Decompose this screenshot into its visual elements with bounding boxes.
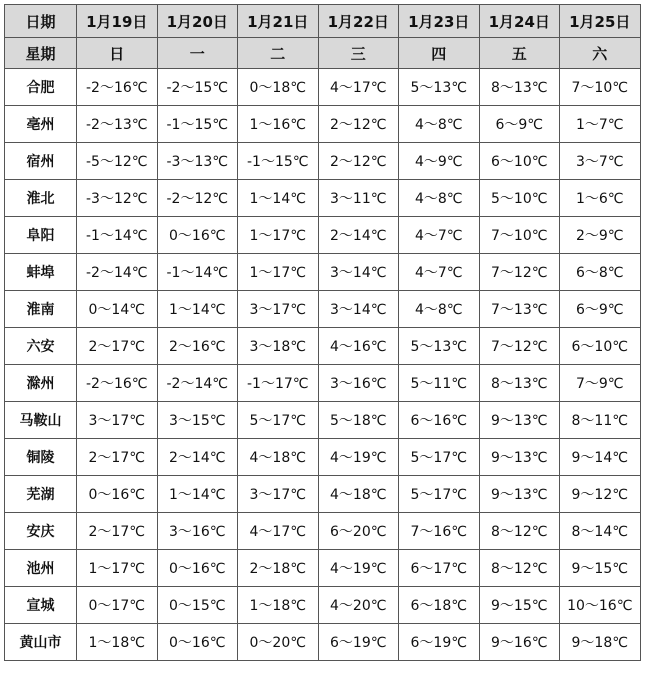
city-name-cell: 合肥 bbox=[5, 69, 77, 106]
temperature-range-cell: 9～18℃ bbox=[560, 624, 641, 661]
temperature-range-cell: 7～16℃ bbox=[399, 513, 480, 550]
temperature-range-cell: 6～16℃ bbox=[399, 402, 480, 439]
weekday-cell: 五 bbox=[479, 38, 560, 69]
temperature-range-cell: 1～17℃ bbox=[238, 254, 319, 291]
temperature-range-cell: 0～16℃ bbox=[157, 624, 238, 661]
temperature-range-cell: -1～14℃ bbox=[77, 217, 158, 254]
forecast-body bbox=[5, 69, 641, 661]
temperature-range-cell: 9～13℃ bbox=[479, 439, 560, 476]
table-row bbox=[5, 143, 641, 180]
temperature-range-cell: 6～8℃ bbox=[560, 254, 641, 291]
temperature-range-cell: 10～16℃ bbox=[560, 587, 641, 624]
temperature-range-cell: 3～17℃ bbox=[77, 402, 158, 439]
weekday-header-row bbox=[5, 38, 641, 69]
temperature-range-cell: 4～17℃ bbox=[238, 513, 319, 550]
temperature-range-cell: 1～17℃ bbox=[238, 217, 319, 254]
weekday-cell: 三 bbox=[318, 38, 399, 69]
temperature-range-cell: 9～13℃ bbox=[479, 476, 560, 513]
temperature-range-cell: 2～17℃ bbox=[77, 439, 158, 476]
table-row bbox=[5, 365, 641, 402]
temperature-range-cell: 4～19℃ bbox=[318, 439, 399, 476]
temperature-range-cell: 8～13℃ bbox=[479, 365, 560, 402]
temperature-range-cell: 2～14℃ bbox=[318, 217, 399, 254]
temperature-range-cell: 4～7℃ bbox=[399, 254, 480, 291]
temperature-range-cell: 9～15℃ bbox=[560, 550, 641, 587]
temperature-range-cell: 0～17℃ bbox=[77, 587, 158, 624]
temperature-range-cell: 3～18℃ bbox=[238, 328, 319, 365]
temperature-range-cell: 5～13℃ bbox=[399, 69, 480, 106]
temperature-range-cell: -5～12℃ bbox=[77, 143, 158, 180]
weekday-cell: 六 bbox=[560, 38, 641, 69]
temperature-range-cell: 5～18℃ bbox=[318, 402, 399, 439]
temperature-range-cell: -2～14℃ bbox=[157, 365, 238, 402]
temperature-range-cell: 6～10℃ bbox=[479, 143, 560, 180]
temperature-range-cell: -2～14℃ bbox=[77, 254, 158, 291]
date-cell: 1月24日 bbox=[479, 5, 560, 38]
table-row bbox=[5, 513, 641, 550]
temperature-range-cell: 4～7℃ bbox=[399, 217, 480, 254]
temperature-range-cell: 9～15℃ bbox=[479, 587, 560, 624]
table-row bbox=[5, 106, 641, 143]
temperature-range-cell: 4～17℃ bbox=[318, 69, 399, 106]
table-row bbox=[5, 587, 641, 624]
temperature-range-cell: 1～18℃ bbox=[238, 587, 319, 624]
date-header-row bbox=[5, 5, 641, 38]
table-row bbox=[5, 217, 641, 254]
weekday-cell: 二 bbox=[238, 38, 319, 69]
weekday-cell: 四 bbox=[399, 38, 480, 69]
temperature-range-cell: 8～12℃ bbox=[479, 550, 560, 587]
temperature-range-cell: 4～9℃ bbox=[399, 143, 480, 180]
temperature-range-cell: 7～12℃ bbox=[479, 328, 560, 365]
temperature-range-cell: 2～12℃ bbox=[318, 143, 399, 180]
temperature-range-cell: 3～17℃ bbox=[238, 291, 319, 328]
city-name-cell: 铜陵 bbox=[5, 439, 77, 476]
date-cell: 1月19日 bbox=[77, 5, 158, 38]
temperature-range-cell: 4～8℃ bbox=[399, 180, 480, 217]
date-cell: 1月23日 bbox=[399, 5, 480, 38]
table-row bbox=[5, 254, 641, 291]
table-row bbox=[5, 439, 641, 476]
temperature-range-cell: 1～7℃ bbox=[560, 106, 641, 143]
date-cell: 1月25日 bbox=[560, 5, 641, 38]
temperature-range-cell: 8～14℃ bbox=[560, 513, 641, 550]
temperature-range-cell: 2～18℃ bbox=[238, 550, 319, 587]
temperature-range-cell: 2～17℃ bbox=[77, 328, 158, 365]
table-row bbox=[5, 291, 641, 328]
temperature-range-cell: 6～17℃ bbox=[399, 550, 480, 587]
temperature-range-cell: 6～19℃ bbox=[399, 624, 480, 661]
table-row bbox=[5, 402, 641, 439]
city-name-cell: 安庆 bbox=[5, 513, 77, 550]
temperature-range-cell: 6～9℃ bbox=[479, 106, 560, 143]
temperature-range-cell: 8～13℃ bbox=[479, 69, 560, 106]
temperature-range-cell: 3～14℃ bbox=[318, 254, 399, 291]
temperature-range-cell: 3～17℃ bbox=[238, 476, 319, 513]
temperature-range-cell: 6～9℃ bbox=[560, 291, 641, 328]
city-name-cell: 蚌埠 bbox=[5, 254, 77, 291]
temperature-range-cell: 6～18℃ bbox=[399, 587, 480, 624]
temperature-range-cell: -2～16℃ bbox=[77, 69, 158, 106]
city-name-cell: 宿州 bbox=[5, 143, 77, 180]
temperature-range-cell: 2～16℃ bbox=[157, 328, 238, 365]
temperature-range-cell: -2～15℃ bbox=[157, 69, 238, 106]
city-name-cell: 淮南 bbox=[5, 291, 77, 328]
temperature-range-cell: 6～20℃ bbox=[318, 513, 399, 550]
temperature-range-cell: 4～18℃ bbox=[238, 439, 319, 476]
city-name-cell: 阜阳 bbox=[5, 217, 77, 254]
temperature-range-cell: 0～20℃ bbox=[238, 624, 319, 661]
city-name-cell: 宣城 bbox=[5, 587, 77, 624]
temperature-range-cell: 9～14℃ bbox=[560, 439, 641, 476]
weekday-cell: 日 bbox=[77, 38, 158, 69]
temperature-range-cell: 9～13℃ bbox=[479, 402, 560, 439]
temperature-range-cell: 1～14℃ bbox=[157, 476, 238, 513]
temperature-range-cell: -2～16℃ bbox=[77, 365, 158, 402]
temperature-range-cell: 1～18℃ bbox=[77, 624, 158, 661]
city-name-cell: 六安 bbox=[5, 328, 77, 365]
temperature-range-cell: 6～19℃ bbox=[318, 624, 399, 661]
temperature-range-cell: 5～17℃ bbox=[399, 476, 480, 513]
temperature-range-cell: -2～12℃ bbox=[157, 180, 238, 217]
temperature-range-cell: 9～16℃ bbox=[479, 624, 560, 661]
temperature-range-cell: 7～12℃ bbox=[479, 254, 560, 291]
date-label-cell: 日期 bbox=[5, 5, 77, 38]
temperature-range-cell: 3～14℃ bbox=[318, 291, 399, 328]
temperature-range-cell: 1～16℃ bbox=[238, 106, 319, 143]
temperature-range-cell: 6～10℃ bbox=[560, 328, 641, 365]
temperature-range-cell: 0～16℃ bbox=[157, 550, 238, 587]
temperature-range-cell: 5～17℃ bbox=[238, 402, 319, 439]
table-row bbox=[5, 624, 641, 661]
temperature-range-cell: -3～13℃ bbox=[157, 143, 238, 180]
table-row bbox=[5, 550, 641, 587]
temperature-range-cell: 5～10℃ bbox=[479, 180, 560, 217]
city-name-cell: 黄山市 bbox=[5, 624, 77, 661]
temperature-range-cell: -3～12℃ bbox=[77, 180, 158, 217]
temperature-range-cell: -1～15℃ bbox=[157, 106, 238, 143]
city-name-cell: 池州 bbox=[5, 550, 77, 587]
temperature-range-cell: 4～19℃ bbox=[318, 550, 399, 587]
temperature-range-cell: 1～14℃ bbox=[238, 180, 319, 217]
city-name-cell: 亳州 bbox=[5, 106, 77, 143]
temperature-range-cell: 5～13℃ bbox=[399, 328, 480, 365]
temperature-range-cell: 4～8℃ bbox=[399, 291, 480, 328]
temperature-range-cell: 7～10℃ bbox=[560, 69, 641, 106]
temperature-range-cell: -2～13℃ bbox=[77, 106, 158, 143]
date-cell: 1月21日 bbox=[238, 5, 319, 38]
temperature-range-cell: 0～16℃ bbox=[77, 476, 158, 513]
forecast-table-container bbox=[4, 4, 641, 661]
temperature-range-cell: 3～7℃ bbox=[560, 143, 641, 180]
temperature-range-cell: 7～9℃ bbox=[560, 365, 641, 402]
date-cell: 1月22日 bbox=[318, 5, 399, 38]
temperature-range-cell: 0～18℃ bbox=[238, 69, 319, 106]
temperature-range-cell: 3～11℃ bbox=[318, 180, 399, 217]
temperature-range-cell: 3～16℃ bbox=[318, 365, 399, 402]
temperature-range-cell: -1～14℃ bbox=[157, 254, 238, 291]
table-row bbox=[5, 476, 641, 513]
temperature-range-cell: 4～18℃ bbox=[318, 476, 399, 513]
temperature-range-cell: 1～17℃ bbox=[77, 550, 158, 587]
temperature-range-cell: 2～12℃ bbox=[318, 106, 399, 143]
weather-forecast-table bbox=[4, 4, 641, 661]
city-name-cell: 芜湖 bbox=[5, 476, 77, 513]
temperature-range-cell: 2～9℃ bbox=[560, 217, 641, 254]
temperature-range-cell: 7～13℃ bbox=[479, 291, 560, 328]
weekday-cell: 一 bbox=[157, 38, 238, 69]
temperature-range-cell: 0～15℃ bbox=[157, 587, 238, 624]
temperature-range-cell: -1～15℃ bbox=[238, 143, 319, 180]
temperature-range-cell: 0～14℃ bbox=[77, 291, 158, 328]
table-row bbox=[5, 180, 641, 217]
temperature-range-cell: 4～16℃ bbox=[318, 328, 399, 365]
temperature-range-cell: 8～12℃ bbox=[479, 513, 560, 550]
temperature-range-cell: 4～8℃ bbox=[399, 106, 480, 143]
temperature-range-cell: 3～16℃ bbox=[157, 513, 238, 550]
temperature-range-cell: 2～17℃ bbox=[77, 513, 158, 550]
temperature-range-cell: 4～20℃ bbox=[318, 587, 399, 624]
temperature-range-cell: 8～11℃ bbox=[560, 402, 641, 439]
date-cell: 1月20日 bbox=[157, 5, 238, 38]
temperature-range-cell: 3～15℃ bbox=[157, 402, 238, 439]
weekday-label-cell: 星期 bbox=[5, 38, 77, 69]
temperature-range-cell: 0～16℃ bbox=[157, 217, 238, 254]
temperature-range-cell: -1～17℃ bbox=[238, 365, 319, 402]
table-row bbox=[5, 328, 641, 365]
city-name-cell: 滁州 bbox=[5, 365, 77, 402]
temperature-range-cell: 9～12℃ bbox=[560, 476, 641, 513]
city-name-cell: 淮北 bbox=[5, 180, 77, 217]
temperature-range-cell: 2～14℃ bbox=[157, 439, 238, 476]
temperature-range-cell: 5～11℃ bbox=[399, 365, 480, 402]
city-name-cell: 马鞍山 bbox=[5, 402, 77, 439]
temperature-range-cell: 7～10℃ bbox=[479, 217, 560, 254]
temperature-range-cell: 1～14℃ bbox=[157, 291, 238, 328]
table-row bbox=[5, 69, 641, 106]
temperature-range-cell: 1～6℃ bbox=[560, 180, 641, 217]
temperature-range-cell: 5～17℃ bbox=[399, 439, 480, 476]
